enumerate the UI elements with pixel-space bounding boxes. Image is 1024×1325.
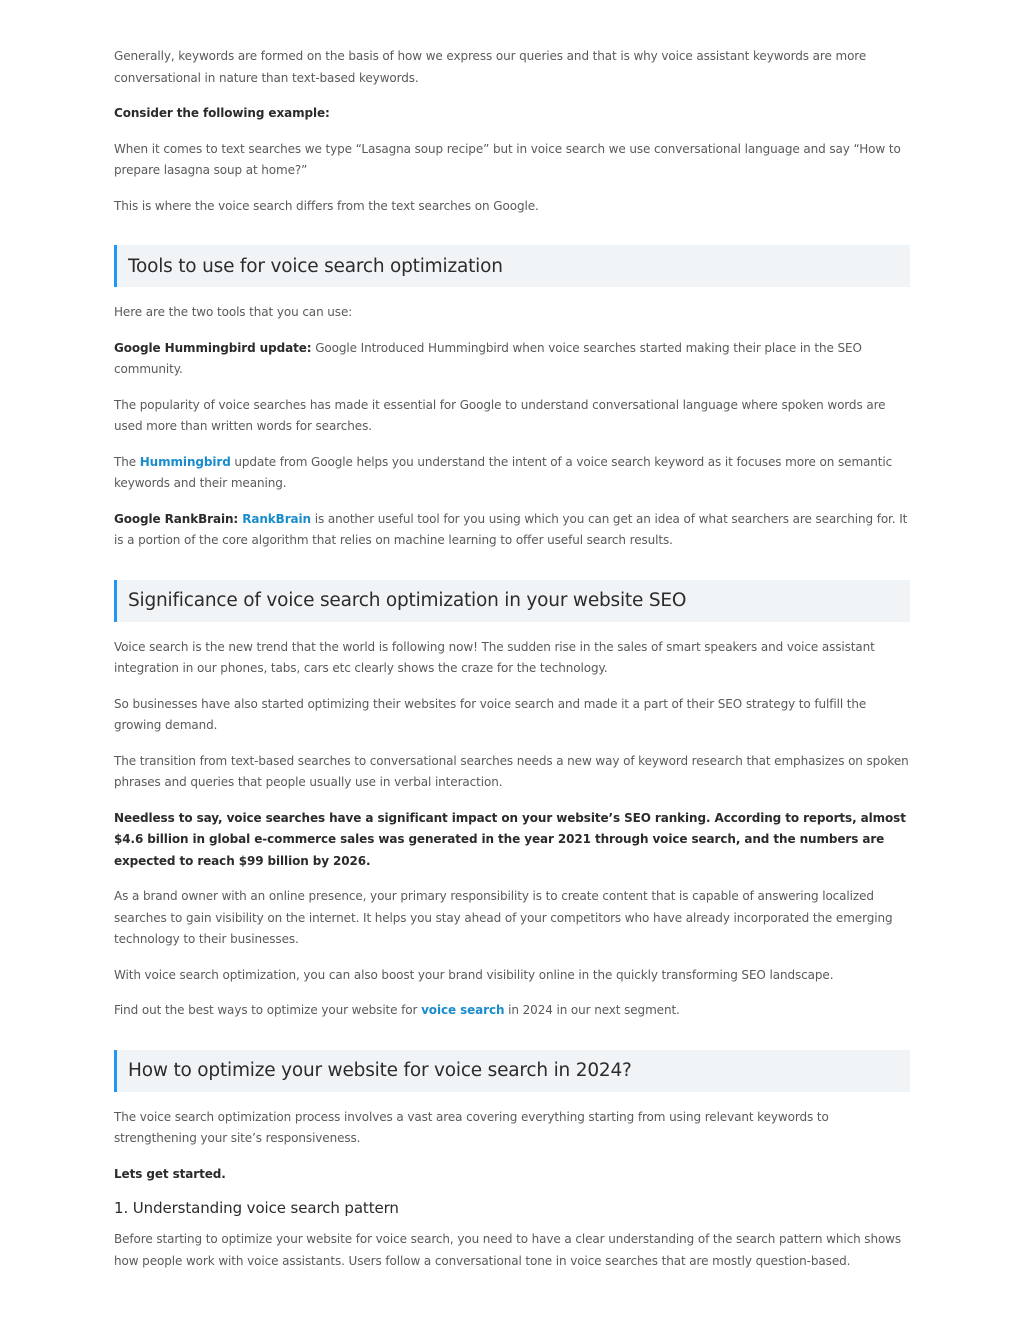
intro-paragraph: Generally, keywords are formed on the basis of how we express our queries and that is why voice assistant keywords are more conversational in nature than text-based keywords.	[114, 49, 867, 85]
section-heading-how-to	[114, 1050, 910, 1092]
section-title-how-to: How to optimize your website for voice search in 2024?	[128, 1060, 632, 1081]
hummingbird-text-before: The	[114, 454, 140, 469]
section-heading-tools	[114, 245, 910, 287]
rankbrain-paragraph	[114, 509, 910, 552]
section-title-significance: Significance of voice search optimization in your website SEO	[128, 590, 687, 611]
example-label: Consider the following example:	[114, 106, 330, 120]
rankbrain-link[interactable]: RankBrain	[242, 511, 311, 526]
next-segment-paragraph	[114, 1000, 910, 1022]
next-segment-text-after: in 2024 in our next segment.	[504, 1003, 680, 1017]
visibility-paragraph: With voice search optimization, you can also boost your brand visibility online in the quickly transforming SEO landscape.	[114, 967, 834, 982]
search-pattern-paragraph: Before starting to optimize your website for voice search, you need to have a clear understanding of the search pattern which shows how people work with voice assistants. Users follow a conversational tone in voice searches that are mostly question-based.	[114, 1232, 902, 1268]
get-started-label: Lets get started.	[114, 1166, 226, 1181]
businesses-paragraph: So businesses have also started optimizing their websites for voice search and made it a part of their SEO strategy to fulfill the growing demand.	[114, 696, 867, 732]
subheading-search-pattern: 1. Understanding voice search pattern	[114, 1199, 399, 1217]
rankbrain-label: Google RankBrain:	[114, 511, 243, 526]
trend-paragraph: Voice search is the new trend that the world is following now! The sudden rise in the sales of smart speakers and voice assistant integration in our phones, tabs, cars etc clearly shows the craze for the technology.	[114, 639, 875, 675]
tools-intro-paragraph: Here are the two tools that you can use:	[114, 305, 353, 319]
hummingbird-update-paragraph	[114, 338, 910, 381]
section-title-tools: Tools to use for voice search optimization	[128, 255, 503, 277]
hummingbird-text-after: update from Google helps you understand the intent of a voice search keyword as it focuses more on semantic keywords and their meaning.	[114, 454, 893, 490]
brand-owner-paragraph: As a brand owner with an online presence, your primary responsibility is to create content that is capable of answering localized searches to gain visibility on the internet. It helps you stay ahead of your competitors who have already incorporated the emerging technology to their businesses.	[114, 889, 893, 946]
statistics-paragraph: Needless to say, voice searches have a significant impact on your website’s SEO ranking. According to reports, almost $4.6 billion in global e-commerce sales was generated in the year 2021 through voice search, and the numbers are expected to reach $99 billion by 2026.	[114, 810, 906, 868]
transition-paragraph: The transition from text-based searches to conversational searches needs a new way of keyword research that emphasizes on spoken phrases and queries that people usually use in verbal interaction.	[114, 753, 909, 789]
voice-search-link[interactable]: voice search	[421, 1003, 505, 1017]
popularity-paragraph: The popularity of voice searches has made it essential for Google to understand conversational language where spoken words are used more than written words for searches.	[114, 397, 886, 433]
hummingbird-update-text: Google Introduced Hummingbird when voice searches started making their place in the SEO community.	[114, 340, 862, 376]
rankbrain-text: is another useful tool for you using which you can get an idea of what searchers are searching for. It is a portion of the core algorithm that relies on machine learning to offer useful search results.	[114, 511, 908, 547]
difference-paragraph: This is where the voice search differs from the text searches on Google.	[114, 198, 539, 213]
hummingbird-update-label: Google Hummingbird update:	[114, 340, 312, 355]
section-heading-significance	[114, 580, 910, 622]
process-paragraph: The voice search optimization process involves a vast area covering everything starting from using relevant keywords to strengthening your site’s responsiveness.	[114, 1109, 829, 1145]
article-content	[114, 46, 910, 1286]
hummingbird-paragraph	[114, 452, 910, 495]
next-segment-text-before: Find out the best ways to optimize your website for	[114, 1003, 422, 1017]
hummingbird-link[interactable]: Hummingbird	[139, 454, 231, 469]
example-paragraph: When it comes to text searches we type “Lasagna soup recipe” but in voice search we use conversational language and say “How to prepare lasagna soup at home?”	[114, 141, 901, 177]
